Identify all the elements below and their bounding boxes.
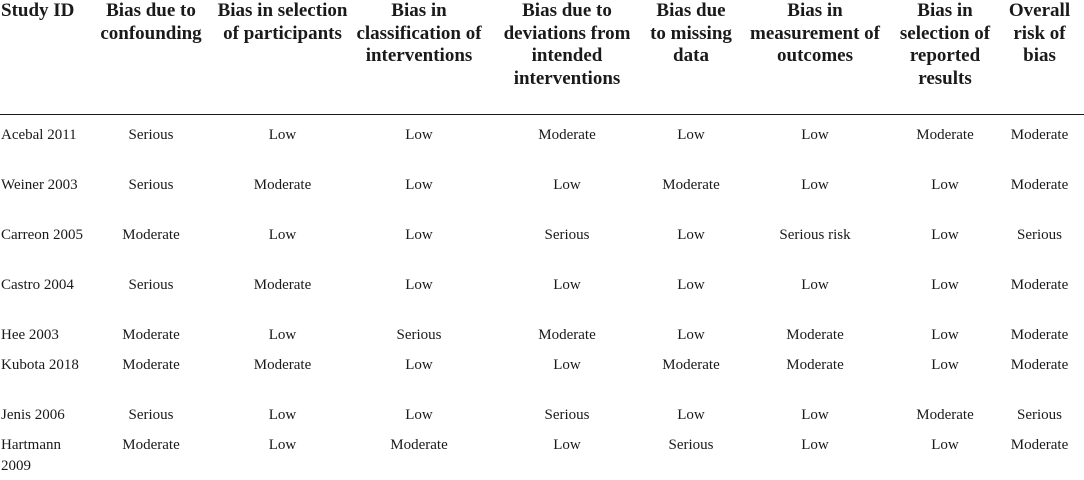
table-cell: Low — [405, 357, 433, 373]
column-header-selection-reported-results: Bias in selection of reported results — [895, 0, 995, 115]
column-header-deviations-interventions: Bias due to deviations from intended interventions — [487, 0, 647, 115]
table-cell: Serious — [128, 127, 174, 143]
table-cell: Moderate — [122, 437, 180, 453]
table-cell: Moderate — [1010, 277, 1069, 293]
table-cell: Low — [405, 227, 433, 243]
study-id-cell: Hee 2003 — [1, 327, 59, 343]
table-cell: Low — [931, 437, 959, 453]
table-cell: Low — [931, 177, 959, 193]
table-cell: Serious — [668, 437, 714, 453]
table-body — [0, 115, 1084, 478]
table-cell: Low — [677, 277, 705, 293]
table-cell: Serious — [128, 177, 174, 193]
table-cell: Moderate — [390, 437, 448, 453]
table-cell: Low — [801, 177, 829, 193]
table-cell: Moderate — [1010, 437, 1069, 453]
table-row — [0, 405, 1084, 435]
table-cell: Low — [801, 437, 829, 453]
column-header-overall-risk: Overall risk of bias — [995, 0, 1084, 115]
table-cell: Low — [553, 277, 581, 293]
table-cell: Moderate — [253, 177, 312, 193]
table-row — [0, 435, 1084, 477]
table-row — [0, 355, 1084, 405]
study-id-cell: Castro 2004 — [1, 277, 74, 293]
table-cell: Moderate — [1010, 327, 1069, 343]
table-cell: Moderate — [538, 327, 596, 343]
table-cell: Serious — [128, 407, 174, 423]
table-cell: Moderate — [1010, 357, 1069, 373]
table-cell: Moderate — [122, 327, 180, 343]
column-header-missing-data: Bias due to missing data — [647, 0, 735, 115]
table-cell: Low — [268, 127, 297, 143]
table-cell: Serious — [544, 407, 590, 423]
table-cell: Low — [405, 277, 433, 293]
table-cell: Serious — [396, 327, 442, 343]
table-row — [0, 175, 1084, 225]
table-cell: Low — [405, 127, 433, 143]
column-header-study-id: Study ID — [0, 0, 88, 115]
study-id-cell: Carreon 2005 — [1, 227, 84, 243]
table-cell: Serious — [1017, 227, 1062, 243]
table-row — [0, 125, 1084, 175]
header-spacer — [0, 115, 1084, 126]
table-cell: Low — [931, 327, 959, 343]
table-cell: Serious — [544, 227, 590, 243]
table-cell: Low — [553, 177, 581, 193]
column-header-measurement-outcomes: Bias in measurement of outcomes — [735, 0, 895, 115]
table-cell: Low — [801, 127, 829, 143]
table-cell: Moderate — [786, 357, 844, 373]
column-header-confounding: Bias due to confounding — [88, 0, 214, 115]
table-cell: Moderate — [662, 177, 720, 193]
table-cell: Moderate — [786, 327, 844, 343]
column-header-selection-participants: Bias in selection of participants — [214, 0, 351, 115]
table-cell: Low — [801, 407, 829, 423]
study-id-cell: Kubota 2018 — [1, 357, 79, 373]
table-cell: Low — [405, 177, 433, 193]
table-cell: Low — [553, 357, 581, 373]
column-header-classification-interventions: Bias in classification of interventions — [351, 0, 487, 115]
table-cell: Moderate — [1010, 127, 1069, 143]
table-cell: Low — [801, 277, 829, 293]
table-cell: Low — [931, 357, 959, 373]
table-cell: Low — [677, 327, 705, 343]
study-id-cell: Acebal 2011 — [1, 127, 77, 143]
table-cell: Serious — [128, 277, 174, 293]
table-row — [0, 325, 1084, 355]
table-cell: Low — [677, 127, 705, 143]
table-cell: Low — [677, 407, 705, 423]
table-cell: Low — [268, 437, 297, 453]
table-cell: Moderate — [916, 127, 974, 143]
table-cell: Low — [405, 407, 433, 423]
table-cell: Moderate — [122, 227, 180, 243]
study-id-cell: Weiner 2003 — [1, 177, 78, 193]
table-cell: Low — [553, 437, 581, 453]
table-cell: Moderate — [538, 127, 596, 143]
table-cell: Serious risk — [779, 227, 851, 243]
table-cell: Moderate — [916, 407, 974, 423]
table-cell: Moderate — [122, 357, 180, 373]
table-cell: Moderate — [1010, 177, 1069, 193]
table-cell: Moderate — [253, 357, 312, 373]
table-cell: Low — [268, 227, 297, 243]
table-cell: Serious — [1017, 407, 1062, 423]
study-id-cell: Hartmann 2009 — [1, 437, 61, 474]
table-cell: Low — [677, 227, 705, 243]
table-row — [0, 225, 1084, 275]
table-cell: Low — [931, 227, 959, 243]
table-row — [0, 275, 1084, 325]
spacer-cell — [0, 115, 1084, 126]
table-cell: Moderate — [253, 277, 312, 293]
table-cell: Low — [268, 327, 297, 343]
table-cell: Moderate — [662, 357, 720, 373]
table-cell: Low — [931, 277, 959, 293]
table-header — [0, 0, 1084, 115]
study-id-cell: Jenis 2006 — [1, 407, 65, 423]
header-row — [0, 0, 1084, 115]
table-cell: Low — [268, 407, 297, 423]
